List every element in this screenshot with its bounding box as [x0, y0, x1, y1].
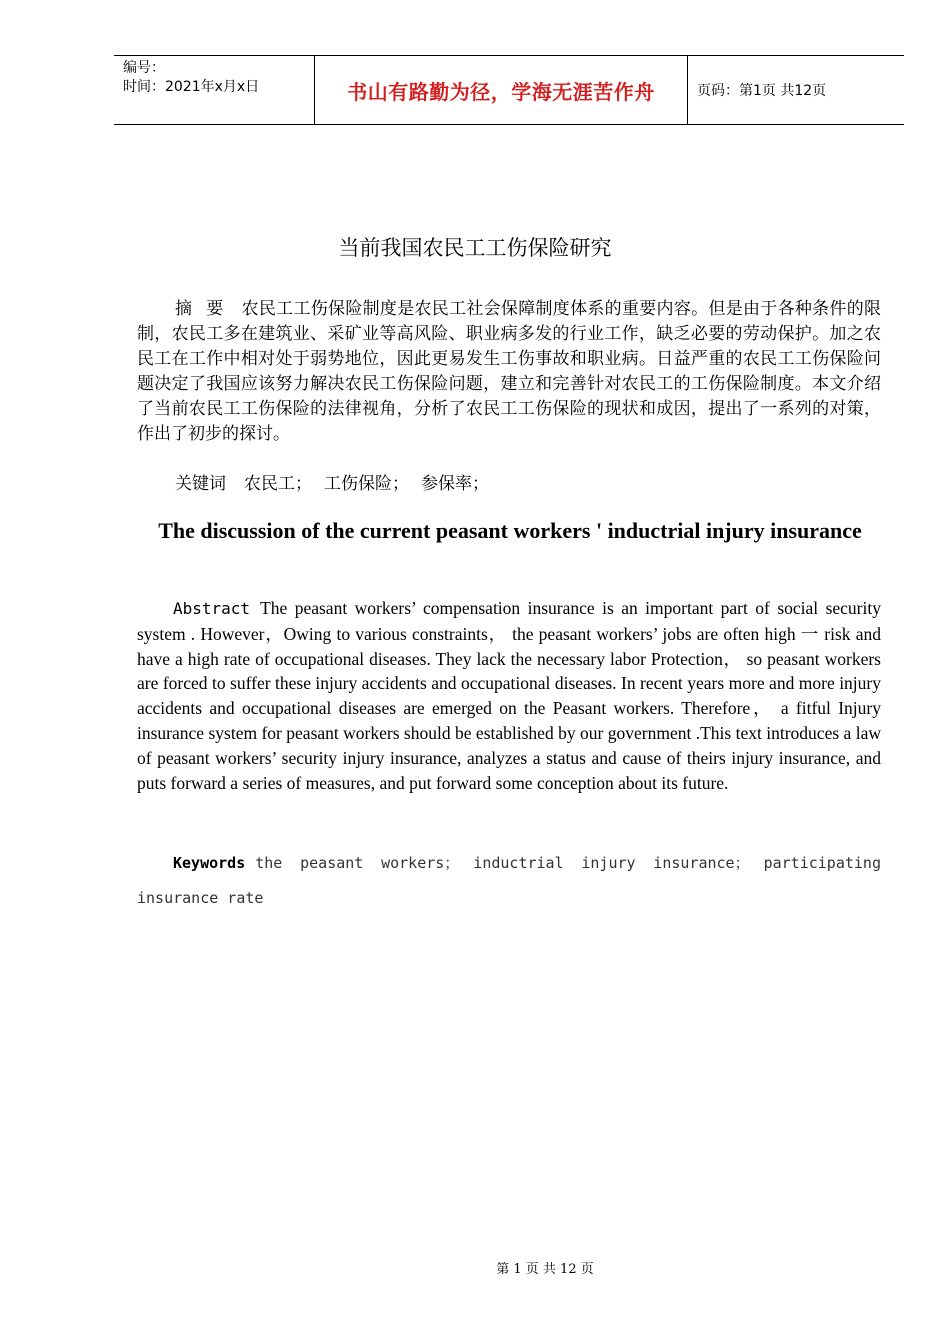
chinese-abstract-text: 农民工工伤保险制度是农民工社会保障制度体系的重要内容。但是由于各种条件的限制，农民工多在建筑业、采矿业等高风险、职业病多发的行业工作，缺乏必要的劳动保护。加之农民工在工作中相对处于弱势地位，因此更易发生工伤事故和职业病。日益严重的农民工工伤保险问题决定了我国应该努力解决农民工伤保险问题，建立和完善针对农民工的工伤保险制度。本文介绍了当前农民工工伤保险的法律视角，分析了农民工工伤保险的现状和成因，提出了一系列的对策，作出了初步的探讨。 — [137, 299, 882, 444]
header-motto: 书山有路勤为径，学海无涯苦作舟 — [315, 56, 688, 124]
document-number-label: 编号： — [123, 60, 165, 76]
document-time-label: 时间：2021年x月x日 — [123, 79, 260, 95]
english-keyword: inductrial injury insurance； — [473, 854, 750, 872]
chinese-abstract-label: 摘要 — [175, 299, 238, 319]
english-keywords-label: Keywords — [173, 854, 246, 872]
english-keyword: the peasant workers； — [255, 854, 460, 872]
chinese-keyword: 工伤保险； — [324, 474, 409, 494]
chinese-keyword: 参保率； — [421, 474, 489, 494]
header-table — [114, 55, 904, 125]
chinese-keywords — [137, 472, 881, 496]
english-keyword: participating insurance rate — [137, 854, 881, 907]
footer-page-number: 第 1 页 共 12 页 — [496, 1262, 594, 1277]
english-title: The discussion of the current peasant workers ' inductrial injury insurance — [158, 518, 862, 543]
english-abstract-text: The peasant workers’ compensation insurance is an important part of social security system . However，Owing to various constraints， the peasant workers’ jobs are often high 一 risk and have a high rate of occupational diseases. They lack the necessary labor Protection， so peasant workers are forced to suffer these injury accidents and occupational diseases. In recent years more and more injury accidents and occupational diseases are emerged on the Peasant workers. Therefore， a fitful Injury insurance system for peasant workers should be established by our government .This text introduces a law of peasant workers’ security injury insurance, analyzes a status and cause of theirs injury insurance, and puts forward a series of measures, and put forward some conception about its future. — [137, 598, 881, 793]
english-keywords — [137, 846, 881, 916]
chinese-keyword: 农民工； — [244, 474, 312, 494]
page-footer — [0, 1258, 950, 1277]
header-page-info: 页码：第1页 共12页 — [697, 83, 827, 99]
english-abstract-label: Abstract — [173, 599, 251, 618]
chinese-keywords-label: 关键词 — [175, 474, 226, 494]
english-abstract — [137, 596, 881, 795]
chinese-title: 当前我国农民工工伤保险研究 — [338, 236, 612, 260]
chinese-abstract — [137, 297, 881, 447]
header-meta-cell — [114, 56, 315, 124]
